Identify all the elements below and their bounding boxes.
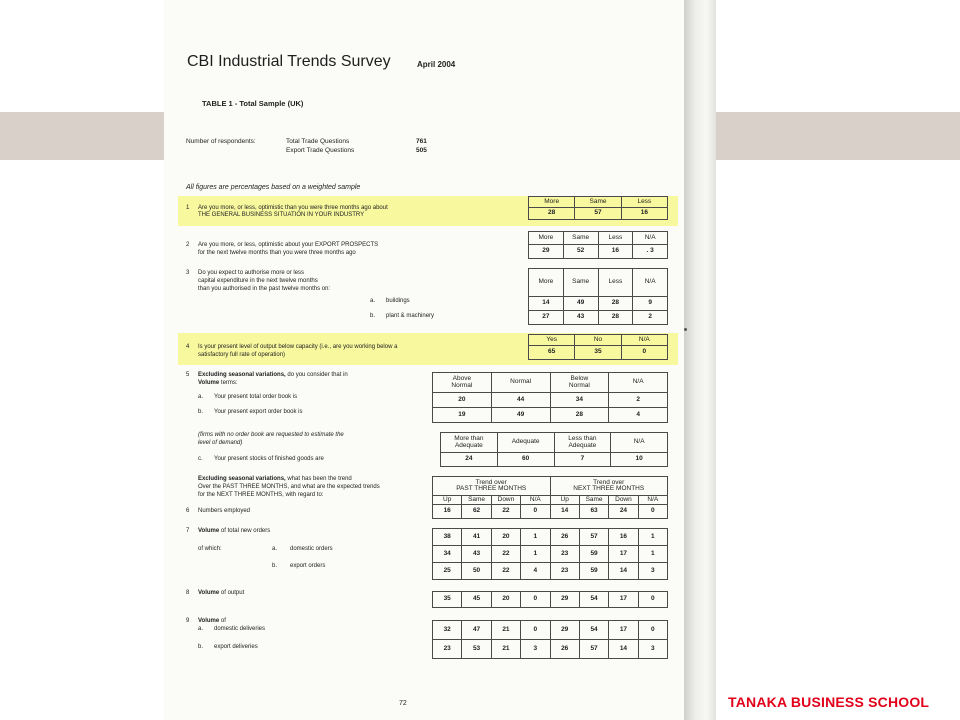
- q7-value: 23: [550, 546, 579, 563]
- q7-value: 38: [433, 529, 462, 546]
- header-band-right: [716, 112, 960, 160]
- total-trade-value: 761: [416, 138, 427, 145]
- q5-header: Above Normal: [433, 373, 492, 393]
- q9-a-text: domestic deliveries: [214, 626, 266, 632]
- trend-subheader: Same: [579, 496, 608, 505]
- q3-text-line1: Do you expect to authorise more or less: [198, 270, 305, 276]
- q7-value: 41: [462, 529, 491, 546]
- table-title: TABLE 1 - Total Sample (UK): [202, 99, 304, 108]
- q7-a-label: a.: [272, 546, 278, 552]
- q5-value: 20: [433, 393, 492, 408]
- header-band-left: [0, 112, 164, 160]
- q6-value: 24: [609, 505, 638, 519]
- trend-subheader: Up: [433, 496, 462, 505]
- q3-header: Less: [598, 269, 633, 297]
- q2-header: Less: [598, 232, 633, 245]
- q3-value: 49: [563, 297, 598, 311]
- trend-subheader: Up: [550, 496, 579, 505]
- q7-number: 7: [186, 528, 190, 534]
- q5-value: 34: [550, 393, 609, 408]
- q9-value: 3: [521, 640, 550, 659]
- q2-value: . 3: [633, 245, 668, 259]
- trend-subheader: Down: [609, 496, 638, 505]
- q3-text-line2: capital expenditure in the next twelve months: [198, 278, 318, 284]
- q5-stock-value: 60: [497, 453, 554, 467]
- q9-value: 3: [638, 640, 667, 659]
- q5-stock-value: 10: [611, 453, 668, 467]
- q8-value: 17: [609, 592, 638, 608]
- q8-volume-label: Volume: [198, 590, 220, 596]
- q7-a-text: domestic orders: [290, 546, 333, 552]
- q5-stock-value: 24: [441, 453, 498, 467]
- q5-stock-header: N/A: [611, 433, 668, 453]
- q7-value: 59: [579, 546, 608, 563]
- q7-value: 57: [579, 529, 608, 546]
- q3-value: 2: [633, 311, 668, 325]
- q7-b-text: export orders: [290, 563, 326, 569]
- q6-number: 6: [186, 508, 190, 514]
- q9-value: 0: [638, 621, 667, 640]
- q9-value: 47: [462, 621, 491, 640]
- q8-value: 0: [521, 592, 550, 608]
- book-spine-edge: [684, 0, 716, 720]
- q5-note-line2: level of demand): [198, 440, 243, 446]
- q3-header: N/A: [633, 269, 668, 297]
- q7-volume-label: Volume: [198, 528, 220, 534]
- q4-value: 0: [621, 346, 667, 360]
- q7-table: [432, 528, 668, 580]
- q5-text: do you consider that in: [287, 372, 348, 378]
- q5-value: 19: [433, 408, 492, 423]
- q5-b-label: b.: [198, 409, 204, 415]
- q5-stock-header: Less than Adequate: [554, 433, 611, 453]
- q5-a-label: a.: [198, 394, 204, 400]
- q7-text: of total new orders: [220, 528, 271, 534]
- q4-header: Yes: [529, 335, 575, 346]
- q5-header: Below Normal: [550, 373, 609, 393]
- q2-number: 2: [186, 242, 190, 248]
- q9-value: 54: [579, 621, 608, 640]
- q5-value: 44: [491, 393, 550, 408]
- q9-value: 26: [550, 640, 579, 659]
- q5-c-text: Your present stocks of finished goods are: [214, 456, 324, 462]
- q6-value: 62: [462, 505, 491, 519]
- q8-value: 45: [462, 592, 491, 608]
- q1-table: [528, 196, 668, 220]
- trend-bold-text: Excluding seasonal variations,: [198, 476, 286, 482]
- q3-b-text: plant & machinery: [386, 313, 435, 319]
- q1-value: 16: [621, 208, 667, 220]
- q9-value: 21: [491, 640, 520, 659]
- next-three-months-header: Trend over NEXT THREE MONTHS: [550, 477, 668, 496]
- respondents-label: Number of respondents:: [186, 138, 256, 145]
- q9-number: 9: [186, 618, 190, 624]
- q9-b-text: export deliveries: [214, 644, 258, 650]
- export-trade-value: 505: [416, 147, 427, 154]
- q5-c-label: c.: [198, 456, 203, 462]
- q3-number: 3: [186, 270, 190, 276]
- q5-header: N/A: [609, 373, 668, 393]
- q7-value: 20: [491, 529, 520, 546]
- q9-value: 23: [433, 640, 462, 659]
- q9-text: of: [220, 618, 226, 624]
- q7-value: 17: [609, 546, 638, 563]
- q2-header: More: [529, 232, 564, 245]
- q2-header: Same: [563, 232, 598, 245]
- q1-header: Less: [621, 197, 667, 208]
- q2-text-line2: for the next twelve months than you were three months ago: [198, 250, 356, 256]
- q1-number: 1: [186, 205, 190, 211]
- q1-text-line1: Are you more, or less, optimistic than you were three months ago about: [198, 205, 388, 211]
- q6-value: 0: [521, 505, 550, 519]
- q4-text-line2: satisfactory full rate of operation): [198, 352, 286, 358]
- q5-value: 28: [550, 408, 609, 423]
- q9-value: 29: [550, 621, 579, 640]
- q6-text: Numbers employed: [198, 508, 251, 514]
- q7-value: 16: [609, 529, 638, 546]
- q8-value: 20: [491, 592, 520, 608]
- q9-table: [432, 620, 668, 659]
- q9-value: 17: [609, 621, 638, 640]
- q7-value: 22: [491, 563, 520, 580]
- q9-volume-label: Volume: [198, 618, 220, 624]
- q9-value: 57: [579, 640, 608, 659]
- trend-header-table: [432, 476, 668, 519]
- q5-stock-header: More than Adequate: [441, 433, 498, 453]
- q7-value: 25: [433, 563, 462, 580]
- q5-note-line1: (firms with no order book are requested to estimate the: [198, 432, 344, 438]
- q3-value: 9: [633, 297, 668, 311]
- q7-value: 34: [433, 546, 462, 563]
- q8-table: [432, 591, 668, 608]
- q8-value: 54: [579, 592, 608, 608]
- q1-value: 28: [529, 208, 575, 220]
- q3-a-label: a.: [370, 298, 376, 304]
- q5-value: 2: [609, 393, 668, 408]
- page-number: 72: [399, 700, 407, 707]
- trend-subheader: Down: [491, 496, 520, 505]
- q1-text-line2: THE GENERAL BUSINESS SITUATION IN YOUR INDUSTRY: [198, 212, 365, 218]
- q4-value: 35: [575, 346, 621, 360]
- q7-b-label: b.: [272, 563, 278, 569]
- q7-value: 1: [521, 546, 550, 563]
- q3-value: 14: [529, 297, 564, 311]
- q3-value: 28: [598, 311, 633, 325]
- q5-b-text: Your present export order book is: [214, 409, 303, 415]
- q6-value: 63: [579, 505, 608, 519]
- q3-header: More: [529, 269, 564, 297]
- q4-value: 65: [529, 346, 575, 360]
- past-three-months-header: Trend over PAST THREE MONTHS: [433, 477, 551, 496]
- q8-value: 0: [638, 592, 667, 608]
- trend-text: what has been the trend: [287, 476, 352, 482]
- q5-stock-value: 7: [554, 453, 611, 467]
- q7-value: 1: [521, 529, 550, 546]
- trend-text-line3: for the NEXT THREE MONTHS, with regard to:: [198, 492, 324, 498]
- q7-value: 22: [491, 546, 520, 563]
- q3-b-label: b.: [370, 313, 376, 319]
- q7-value: 1: [638, 546, 667, 563]
- q2-table: [528, 231, 668, 259]
- q9-b-label: b.: [198, 644, 204, 650]
- q5-order-book-table: [432, 372, 668, 423]
- q1-value: 57: [575, 208, 621, 220]
- q3-value: 27: [529, 311, 564, 325]
- q5-value: 49: [491, 408, 550, 423]
- q7-value: 4: [521, 563, 550, 580]
- q2-text-line1: Are you more, or less, optimistic about your EXPORT PROSPECTS: [198, 242, 379, 248]
- q3-text-line3: than you authorised in the past twelve months on:: [198, 286, 331, 292]
- q4-header: N/A: [621, 335, 667, 346]
- q5-stocks-table: [440, 432, 668, 467]
- q7-value: 50: [462, 563, 491, 580]
- trend-subheader: N/A: [521, 496, 550, 505]
- q7-value: 23: [550, 563, 579, 580]
- q4-header: No: [575, 335, 621, 346]
- q6-value: 0: [638, 505, 667, 519]
- q5-number: 5: [186, 372, 190, 378]
- q1-header: Same: [575, 197, 621, 208]
- q6-value: 14: [550, 505, 579, 519]
- q5-terms-text: terms:: [220, 380, 238, 386]
- page-title: CBI Industrial Trends Survey: [187, 53, 391, 70]
- q5-volume-label: Volume: [198, 380, 220, 386]
- q5-bold-text: Excluding seasonal variations,: [198, 372, 286, 378]
- q9-value: 21: [491, 621, 520, 640]
- page-edge-mark: [684, 328, 687, 331]
- trend-subheader: N/A: [638, 496, 667, 505]
- q3-table: [528, 268, 668, 325]
- q7-value: 14: [609, 563, 638, 580]
- q7-of-which: of which:: [198, 546, 222, 552]
- q3-a-text: buildings: [386, 298, 410, 304]
- q8-number: 8: [186, 590, 190, 596]
- q6-value: 22: [491, 505, 520, 519]
- q5-a-text: Your present total order book is: [214, 394, 298, 400]
- q5-stock-header: Adequate: [497, 433, 554, 453]
- brand-logo: TANAKA BUSINESS SCHOOL: [728, 694, 930, 710]
- q7-value: 26: [550, 529, 579, 546]
- trend-text-line2: Over the PAST THREE MONTHS, and what are the expected trends: [198, 484, 380, 490]
- q8-value: 29: [550, 592, 579, 608]
- q4-table: [528, 334, 668, 360]
- survey-page: [164, 0, 684, 720]
- q5-header: Normal: [491, 373, 550, 393]
- q3-value: 28: [598, 297, 633, 311]
- q9-value: 0: [521, 621, 550, 640]
- q7-value: 1: [638, 529, 667, 546]
- total-trade-label: Total Trade Questions: [286, 138, 350, 145]
- trend-subheader: Same: [462, 496, 491, 505]
- q3-header: Same: [563, 269, 598, 297]
- q2-value: 52: [563, 245, 598, 259]
- q6-value: 16: [433, 505, 462, 519]
- q8-text: of output: [220, 590, 245, 596]
- q5-value: 4: [609, 408, 668, 423]
- q9-value: 32: [433, 621, 462, 640]
- q1-header: More: [529, 197, 575, 208]
- export-trade-label: Export Trade Questions: [286, 147, 355, 154]
- q8-value: 35: [433, 592, 462, 608]
- weighted-sample-note: All figures are percentages based on a weighted sample: [186, 184, 361, 191]
- q9-a-label: a.: [198, 626, 204, 632]
- q4-text-line1: Is your present level of output below capacity (i.e., are you working below a: [198, 344, 398, 350]
- q9-value: 53: [462, 640, 491, 659]
- q3-value: 43: [563, 311, 598, 325]
- q2-header: N/A: [633, 232, 668, 245]
- q7-value: 3: [638, 563, 667, 580]
- q2-value: 29: [529, 245, 564, 259]
- q7-value: 43: [462, 546, 491, 563]
- q2-value: 16: [598, 245, 633, 259]
- survey-date: April 2004: [417, 60, 456, 69]
- q7-value: 59: [579, 563, 608, 580]
- q4-number: 4: [186, 344, 190, 350]
- q9-value: 14: [609, 640, 638, 659]
